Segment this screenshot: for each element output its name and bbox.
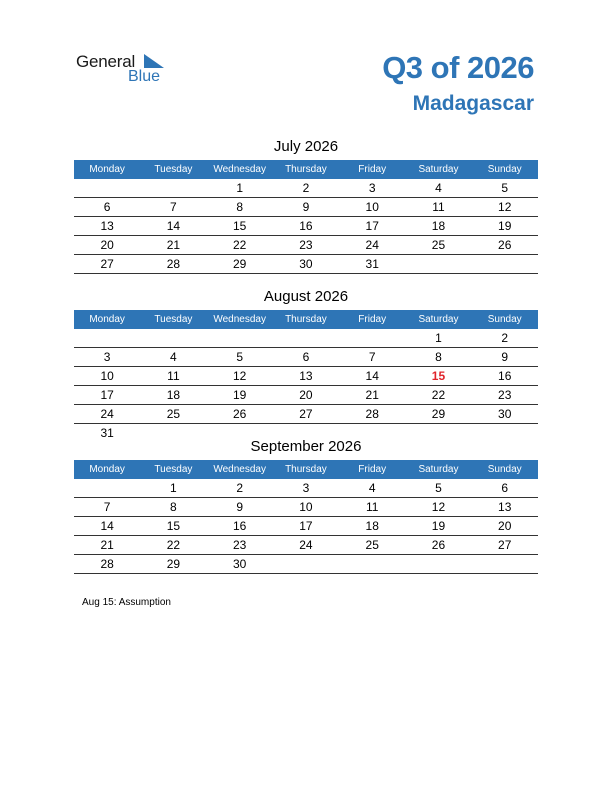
day-cell: 19 bbox=[498, 219, 512, 233]
week-row bbox=[74, 329, 538, 348]
day-cell: 9 bbox=[501, 350, 509, 364]
day-cell: 13 bbox=[100, 219, 114, 233]
day-cell bbox=[339, 555, 405, 573]
day-cell: 16 bbox=[299, 219, 313, 233]
day-cell: 25 bbox=[166, 407, 181, 421]
week-row bbox=[74, 255, 538, 274]
weekday-label: Sunday bbox=[487, 314, 522, 325]
day-cell: 16 bbox=[232, 519, 247, 533]
day-cell bbox=[339, 329, 405, 347]
day-cell: 25 bbox=[365, 538, 379, 552]
weekday-label: Wednesday bbox=[213, 164, 266, 175]
day-cell: 1 bbox=[170, 481, 177, 495]
weekday-label: Saturday bbox=[418, 314, 459, 325]
day-cell: 23 bbox=[299, 238, 313, 252]
day-cell: 24 bbox=[299, 538, 313, 552]
day-cell: 22 bbox=[166, 538, 181, 552]
day-cell: 18 bbox=[365, 519, 379, 533]
week-row bbox=[74, 405, 538, 424]
country-name: Madagascar bbox=[412, 92, 534, 115]
weekday-label: Thursday bbox=[285, 464, 327, 475]
day-cell: 29 bbox=[431, 407, 446, 421]
week-row bbox=[74, 367, 538, 386]
day-cell: 6 bbox=[103, 200, 111, 214]
day-cell: 4 bbox=[435, 181, 442, 195]
day-cell: 12 bbox=[232, 369, 247, 383]
day-cell: 13 bbox=[299, 369, 313, 383]
weekday-label: Friday bbox=[358, 314, 387, 325]
weekday-header-row bbox=[74, 310, 538, 329]
month-title: July 2026 bbox=[273, 138, 339, 155]
day-cell: 22 bbox=[431, 388, 446, 402]
day-cell: 18 bbox=[166, 388, 181, 402]
day-cell: 21 bbox=[166, 238, 181, 252]
day-cell bbox=[405, 555, 471, 573]
day-cell: 15 bbox=[232, 219, 247, 233]
day-cell: 4 bbox=[368, 481, 376, 495]
day-cell: 5 bbox=[236, 350, 243, 364]
week-row bbox=[74, 498, 538, 517]
day-cell bbox=[405, 255, 471, 273]
logo-triangle-icon bbox=[144, 54, 164, 68]
weekday-label: Wednesday bbox=[213, 464, 266, 475]
day-cell: 14 bbox=[166, 219, 181, 233]
day-cell: 5 bbox=[501, 181, 509, 195]
day-cell: 17 bbox=[100, 388, 114, 402]
day-cell bbox=[74, 179, 140, 197]
day-cell: 8 bbox=[170, 500, 177, 514]
day-cell bbox=[140, 329, 206, 347]
day-cell: 23 bbox=[232, 538, 247, 552]
weekday-label: Thursday bbox=[285, 314, 327, 325]
weekday-label: Tuesday bbox=[154, 164, 193, 175]
day-cell: 26 bbox=[431, 538, 446, 552]
month-calendar-september bbox=[74, 437, 538, 574]
weekday-label: Saturday bbox=[418, 164, 459, 175]
day-cell: 3 bbox=[368, 181, 376, 195]
month-title: September 2026 bbox=[250, 438, 362, 455]
weekday-label: Saturday bbox=[418, 464, 459, 475]
day-cell: 26 bbox=[232, 407, 247, 421]
day-cell: 31 bbox=[365, 257, 379, 271]
week-row bbox=[74, 198, 538, 217]
day-cell bbox=[140, 179, 206, 197]
day-cell: 21 bbox=[100, 538, 114, 552]
week-row bbox=[74, 479, 538, 498]
weekday-label: Monday bbox=[89, 164, 125, 175]
day-cell: 15 bbox=[166, 519, 181, 533]
day-cell: 2 bbox=[302, 181, 310, 195]
day-cell: 4 bbox=[170, 350, 177, 364]
day-cell: 20 bbox=[100, 238, 114, 252]
day-cell: 19 bbox=[431, 519, 446, 533]
day-cell: 3 bbox=[103, 350, 111, 364]
day-cell: 8 bbox=[435, 350, 442, 364]
day-cell: 14 bbox=[100, 519, 114, 533]
day-cell: 12 bbox=[431, 500, 446, 514]
week-row bbox=[74, 386, 538, 405]
day-cell: 6 bbox=[302, 350, 310, 364]
day-cell: 21 bbox=[365, 388, 379, 402]
day-cell: 6 bbox=[501, 481, 509, 495]
day-cell: 1 bbox=[236, 181, 243, 195]
logo-blue-text: Blue bbox=[128, 68, 161, 85]
day-cell: 27 bbox=[100, 257, 114, 271]
holiday-day-cell: 15 bbox=[431, 369, 446, 383]
day-cell: 9 bbox=[302, 200, 310, 214]
month-calendar-august bbox=[74, 287, 538, 442]
day-cell bbox=[273, 555, 339, 573]
day-cell: 30 bbox=[299, 257, 313, 271]
month-title: August 2026 bbox=[263, 288, 349, 305]
day-cell: 27 bbox=[299, 407, 313, 421]
day-cell: 10 bbox=[365, 200, 379, 214]
day-cell: 1 bbox=[435, 331, 442, 345]
day-cell: 19 bbox=[232, 388, 247, 402]
day-cell: 20 bbox=[299, 388, 313, 402]
day-cell: 14 bbox=[365, 369, 379, 383]
day-cell: 23 bbox=[498, 388, 512, 402]
day-cell: 7 bbox=[170, 200, 177, 214]
week-row bbox=[74, 536, 538, 555]
weekday-label: Sunday bbox=[487, 164, 522, 175]
day-cell: 13 bbox=[498, 500, 512, 514]
month-calendar-july bbox=[74, 137, 538, 274]
weekday-label: Monday bbox=[89, 314, 125, 325]
generalblue-logo bbox=[76, 52, 186, 88]
weekday-label: Friday bbox=[358, 164, 387, 175]
week-row bbox=[74, 555, 538, 574]
week-row bbox=[74, 179, 538, 198]
day-cell: 29 bbox=[166, 557, 181, 571]
weekday-label: Tuesday bbox=[154, 314, 193, 325]
day-cell bbox=[472, 555, 538, 573]
day-cell bbox=[472, 255, 538, 273]
day-cell: 2 bbox=[236, 481, 243, 495]
day-cell: 7 bbox=[103, 500, 111, 514]
day-cell: 12 bbox=[498, 200, 512, 214]
day-cell: 24 bbox=[100, 407, 114, 421]
day-cell: 22 bbox=[232, 238, 247, 252]
day-cell: 17 bbox=[365, 219, 379, 233]
day-cell: 31 bbox=[100, 426, 114, 440]
day-cell: 28 bbox=[365, 407, 379, 421]
day-cell: 17 bbox=[299, 519, 313, 533]
weekday-label: Tuesday bbox=[154, 464, 193, 475]
week-row bbox=[74, 217, 538, 236]
day-cell: 28 bbox=[100, 557, 114, 571]
logo-general-text: General bbox=[76, 52, 136, 71]
weekday-label: Monday bbox=[89, 464, 125, 475]
day-cell: 29 bbox=[232, 257, 247, 271]
day-cell: 7 bbox=[368, 350, 376, 364]
day-cell: 2 bbox=[501, 331, 509, 345]
day-cell: 9 bbox=[236, 500, 243, 514]
page-title: Q3 of 2026 bbox=[382, 50, 534, 85]
weekday-label: Thursday bbox=[285, 164, 327, 175]
weekday-header-row bbox=[74, 160, 538, 179]
day-cell: 8 bbox=[236, 200, 243, 214]
weekday-label: Sunday bbox=[487, 464, 522, 475]
day-cell: 10 bbox=[100, 369, 114, 383]
day-cell bbox=[273, 329, 339, 347]
day-cell: 26 bbox=[498, 238, 512, 252]
day-cell: 25 bbox=[431, 238, 446, 252]
day-cell: 11 bbox=[432, 200, 445, 214]
day-cell: 20 bbox=[498, 519, 512, 533]
day-cell: 5 bbox=[435, 481, 442, 495]
day-cell: 28 bbox=[166, 257, 181, 271]
day-cell: 16 bbox=[498, 369, 512, 383]
day-cell: 3 bbox=[302, 481, 310, 495]
day-cell: 27 bbox=[498, 538, 512, 552]
day-cell: 10 bbox=[299, 500, 313, 514]
week-row bbox=[74, 236, 538, 255]
day-cell bbox=[74, 329, 140, 347]
day-cell: 18 bbox=[431, 219, 446, 233]
day-cell: 30 bbox=[498, 407, 512, 421]
day-cell: 24 bbox=[365, 238, 379, 252]
weekday-label: Friday bbox=[358, 464, 387, 475]
day-cell: 11 bbox=[167, 369, 180, 383]
day-cell bbox=[207, 329, 273, 347]
weekday-label: Wednesday bbox=[213, 314, 266, 325]
week-row bbox=[74, 517, 538, 536]
weekday-header-row bbox=[74, 460, 538, 479]
day-cell bbox=[74, 479, 140, 497]
week-row bbox=[74, 348, 538, 367]
holiday-note: Aug 15: Assumption bbox=[82, 597, 171, 608]
day-cell: 30 bbox=[232, 557, 247, 571]
day-cell: 11 bbox=[365, 500, 379, 514]
